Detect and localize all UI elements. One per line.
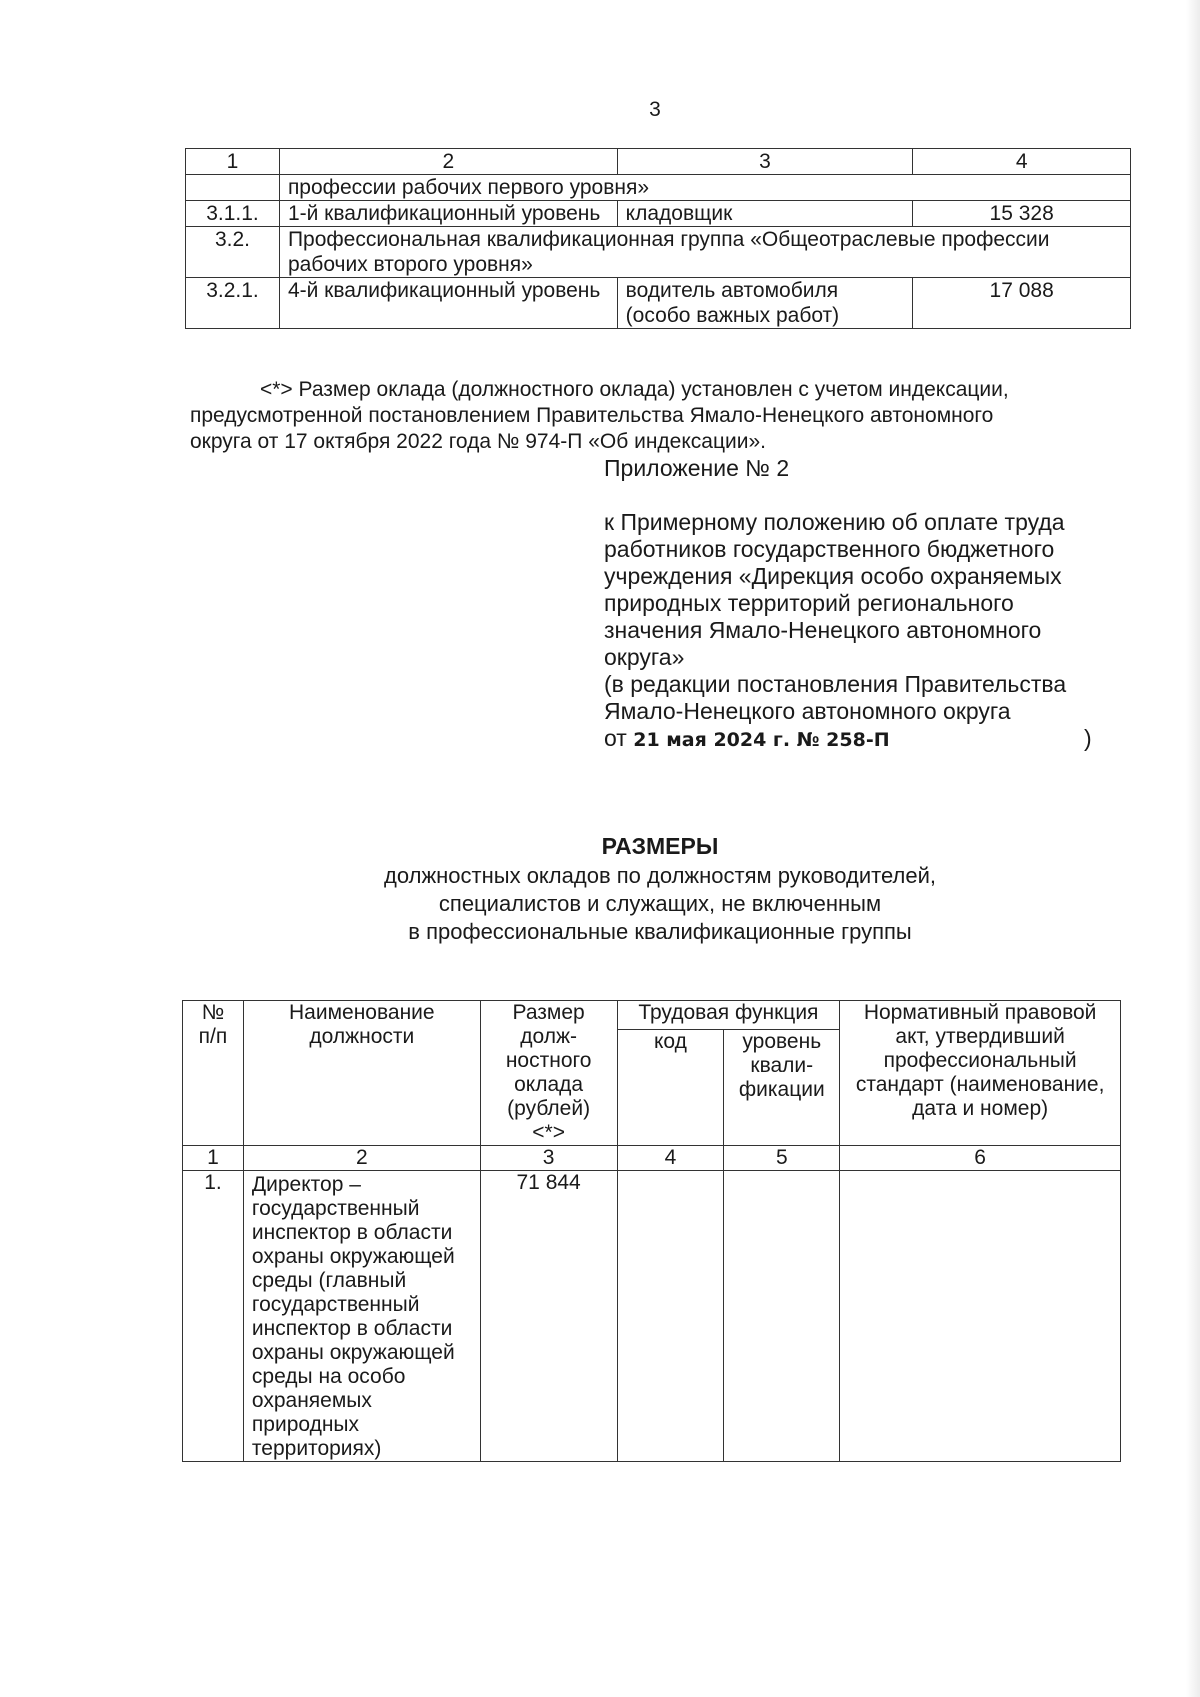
section-heading [300, 832, 1020, 946]
appendix-date-line [604, 725, 1124, 754]
col-number-2: 2 [243, 1146, 480, 1171]
heading-line: в профессиональные квалификационные группы [408, 919, 912, 944]
appendix-line: округа» [604, 644, 685, 670]
appendix-line: Ямало-Ненецкого автономного округа [604, 698, 1011, 724]
page-edge-shadow [1186, 0, 1200, 1697]
page-number: 3 [649, 98, 661, 121]
col-number-6: 6 [840, 1146, 1121, 1171]
col-number-4: 4 [617, 1146, 724, 1171]
col-number-4: 4 [913, 149, 1131, 175]
closing-paren: ) [1084, 725, 1092, 751]
salary-table [182, 1000, 1121, 1462]
position-name: кладовщик [617, 201, 913, 227]
col-number-1: 1 [186, 149, 280, 175]
footnote-line: предусмотренной постановлением Правительства Ямало-Ненецкого автономного [190, 404, 994, 427]
appendix-line: к Примерному положению об оплате труда [604, 509, 1065, 535]
table-row [186, 201, 1131, 227]
header-level: уровень квали-фикации [724, 1029, 840, 1145]
table-row [186, 175, 1131, 201]
function-code [617, 1171, 724, 1462]
qualification-level: 4-й квалификационный уровень [279, 278, 617, 329]
table-row [186, 278, 1131, 329]
standard-act [840, 1171, 1121, 1462]
salary-value: 15 328 [913, 201, 1131, 227]
qualification-level: 1-й квалификационный уровень [279, 201, 617, 227]
salary-value: 17 088 [913, 278, 1131, 329]
header-code: код [617, 1029, 724, 1145]
appendix-title: Приложение № 2 [604, 455, 790, 481]
col-number-5: 5 [724, 1146, 840, 1171]
appendix-line: (в редакции постановления Правительства [604, 671, 1067, 697]
row-number: 1. [183, 1171, 244, 1462]
heading-line: специалистов и служащих, не включенным [438, 891, 882, 916]
table-row [186, 227, 1131, 278]
row-number: 3.2. [186, 227, 280, 278]
footnote-line: округа от 17 октября 2022 года № 974-П «Об индексации». [190, 430, 766, 453]
qualification-group: Профессиональная квалификационная группа «Общеотраслевые профессии рабочих второго уровня» [279, 227, 1130, 278]
salary-table-continued [185, 148, 1131, 329]
heading-line: должностных окладов по должностям руководителей, [384, 863, 936, 888]
header-salary: Размер долж-ностного оклада (рублей) <*> [480, 1001, 617, 1146]
row-number: 3.1.1. [186, 201, 280, 227]
col-number-3: 3 [617, 149, 913, 175]
qualification-level [724, 1171, 840, 1462]
appendix-line: работников государственного бюджетного [604, 536, 1055, 562]
appendix-note [604, 455, 1124, 754]
position-name: водитель автомобиля (особо важных работ) [617, 278, 913, 329]
col-number-1: 1 [183, 1146, 244, 1171]
header-labor-function: Трудовая функция [617, 1001, 840, 1030]
col-number-3: 3 [480, 1146, 617, 1171]
resolution-date: 21 мая 2024 г. № 258-П [633, 729, 890, 751]
column-numbers-row [183, 1146, 1121, 1171]
header-num: № п/п [183, 1001, 244, 1146]
position-name: Директор – государственный инспектор в области охраны окружающей среды (главный государственный инспектор в области охраны окружающей среды на особо охраняемых природных территориях) [243, 1171, 480, 1462]
col-number-2: 2 [279, 149, 617, 175]
table-header-row [183, 1001, 1121, 1030]
appendix-line: учреждения «Дирекция особо охраняемых [604, 563, 1062, 589]
heading-title: РАЗМЕРЫ [601, 833, 719, 859]
appendix-line: природных территорий регионального [604, 590, 1014, 616]
table-row [183, 1171, 1121, 1462]
footnote-line: <*> Размер оклада (должностного оклада) установлен с учетом индексации, [260, 378, 1009, 401]
appendix-line: значения Ямало-Ненецкого автономного [604, 617, 1042, 643]
header-name: Наименование должности [243, 1001, 480, 1146]
continued-group-text: профессии рабочих первого уровня» [279, 175, 1130, 201]
footnote [190, 377, 1125, 455]
row-number: 3.2.1. [186, 278, 280, 329]
salary-value: 71 844 [480, 1171, 617, 1462]
table-header-row [186, 149, 1131, 175]
date-prefix: от [604, 725, 627, 751]
header-act: Нормативный правовой акт, утвердивший профессиональный стандарт (наименование, дата и номер) [840, 1001, 1121, 1146]
